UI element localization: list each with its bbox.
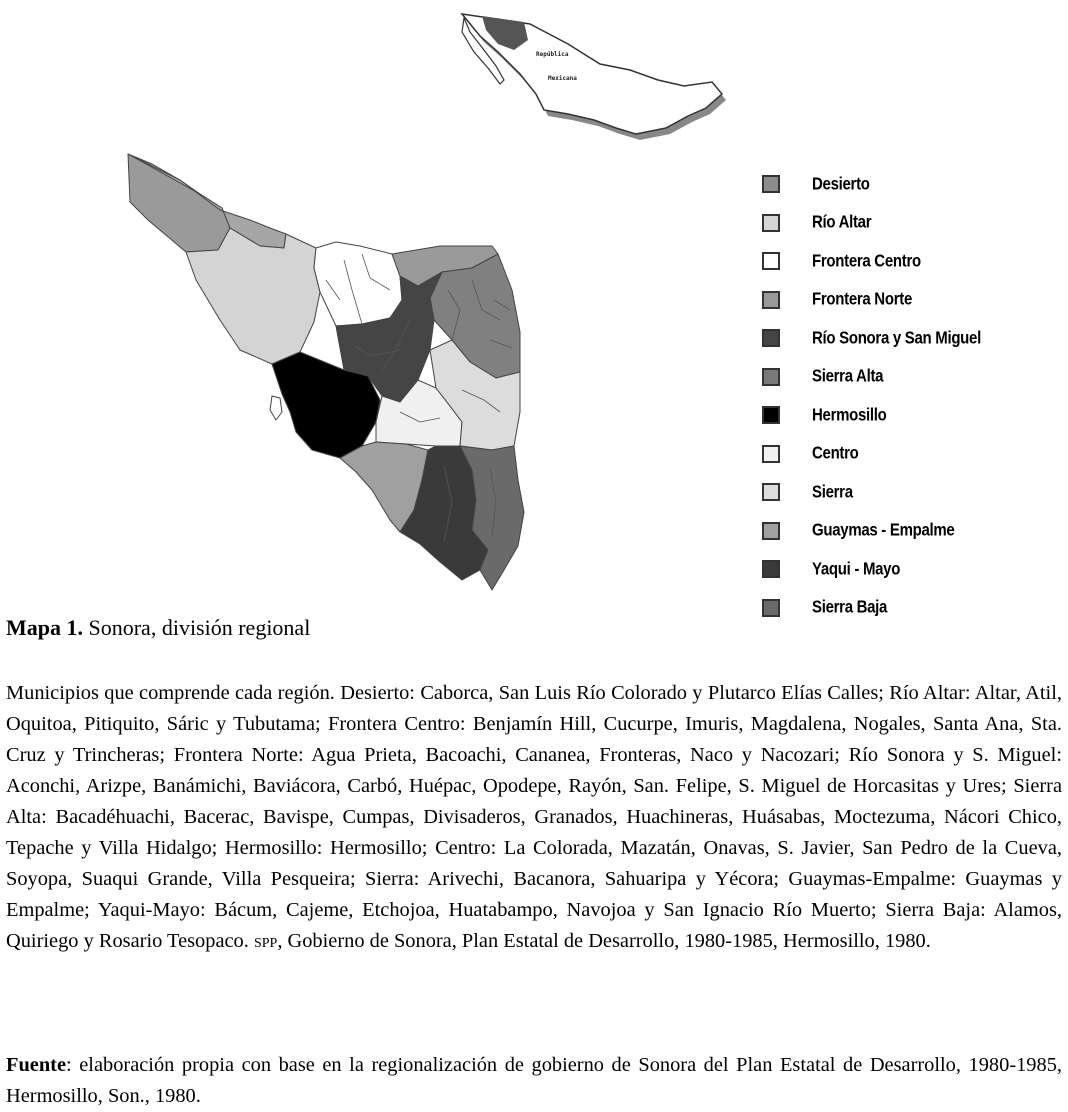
legend-swatch (762, 406, 780, 424)
map-caption (6, 615, 310, 641)
legend-label: Desierto (812, 174, 870, 194)
legend-item (762, 596, 887, 620)
municipalities-description (6, 678, 1062, 959)
source-note (6, 1050, 1062, 1112)
source-text: : elaboración propia con base en la regionalización de gobierno de Sonora del Plan Estatal de Desarrollo, 1980-1985, Hermosillo, Son., 1980. (6, 1054, 1062, 1107)
legend-label: Sierra Alta (812, 366, 884, 387)
legend-item (762, 211, 871, 235)
sonora-regional-map (100, 150, 540, 610)
legend-label: Río Sonora y San Miguel (812, 328, 981, 348)
legend-swatch (762, 560, 780, 578)
caption-label: Mapa 1. (6, 615, 83, 640)
legend-item (762, 519, 954, 543)
legend-label: Yaqui - Mayo (812, 559, 901, 579)
description-main: Municipios que comprende cada región. Desierto: Caborca, San Luis Río Colorado y Plutarco Elías Calles; Río Altar: Altar, Atil, Oquitoa, Pitiquito, Sáric y Tubutama; Frontera Centro: Benjamín Hill, Cucurpe, Imuris, Magdalena, Nogales, Santa Ana, Sta. Cruz y Trincheras; Frontera Norte: Agua Prieta, Bacoachi, Cananea, Fronteras, Naco y Nacozari; Río Sonora y S. Miguel: Aconchi, Arizpe, Banámichi, Baviácora, Carbó, Huépac, Opodepe, Rayón, San. Felipe, S. Miguel de Horcasitas y Ures; Sierra Alta: Bacadéhuachi, Bacerac, Bavispe, Cumpas, Divisaderos, Granados, Huachineras, Huásabas, Moctezuma, Nácori Chico, Tepache y Villa Hidalgo; Hermosillo: Hermosillo; Centro: La Colorada, Mazatán, Onavas, S. Javier, San Pedro de la Cueva, Soyopa, Suaqui Grande, Villa Pesqueira; Sierra: Arivechi, Bacanora, Sahuaripa y Yécora; Guaymas-Empalme: Guaymas y Empalme; Yaqui-Mayo: Bácum, Cajeme, Etchojoa, Huatabampo, Navojoa y San Ignacio Río Muerto; Sierra Baja: Alamos, Quiriego y Rosario Tesopaco. (6, 682, 1062, 952)
caption-title: Sonora, división regional (83, 615, 311, 640)
legend-swatch (762, 368, 780, 386)
legend-item (762, 326, 981, 350)
source-label: Fuente (6, 1054, 67, 1076)
legend-item (762, 365, 883, 389)
legend-label: Frontera Norte (812, 289, 912, 310)
region-frontera-centro (314, 242, 402, 326)
legend-item (762, 557, 900, 581)
legend-label: Frontera Centro (812, 251, 921, 271)
legend-swatch (762, 252, 780, 270)
description-spp: SPP (253, 936, 278, 951)
legend-label: Centro (812, 443, 859, 464)
legend-swatch (762, 175, 780, 193)
legend-swatch (762, 329, 780, 347)
legend-label: Hermosillo (812, 405, 887, 425)
tiburon-island (270, 396, 282, 420)
legend-label: Guaymas - Empalme (812, 520, 955, 541)
legend-swatch (762, 483, 780, 501)
inset-label-mexicana: Mexicana (548, 75, 577, 82)
legend-item (762, 480, 853, 504)
description-spp-rest: , Gobierno de Sonora, Plan Estatal de Desarrollo, 1980-1985, Hermosillo, 1980. (277, 930, 931, 952)
legend-swatch (762, 214, 780, 232)
legend-item (762, 288, 912, 312)
legend-label: Sierra (812, 482, 853, 502)
legend-item (762, 442, 859, 466)
legend-swatch (762, 599, 780, 617)
legend-label: Río Altar (812, 212, 872, 233)
mexico-inset-map (440, 0, 730, 140)
inset-label-republica: República (536, 51, 569, 58)
legend-swatch (762, 291, 780, 309)
legend-item (762, 249, 921, 273)
legend-swatch (762, 522, 780, 540)
legend-label: Sierra Baja (812, 597, 888, 618)
legend-swatch (762, 445, 780, 463)
legend-item (762, 172, 870, 196)
legend-item (762, 403, 887, 427)
